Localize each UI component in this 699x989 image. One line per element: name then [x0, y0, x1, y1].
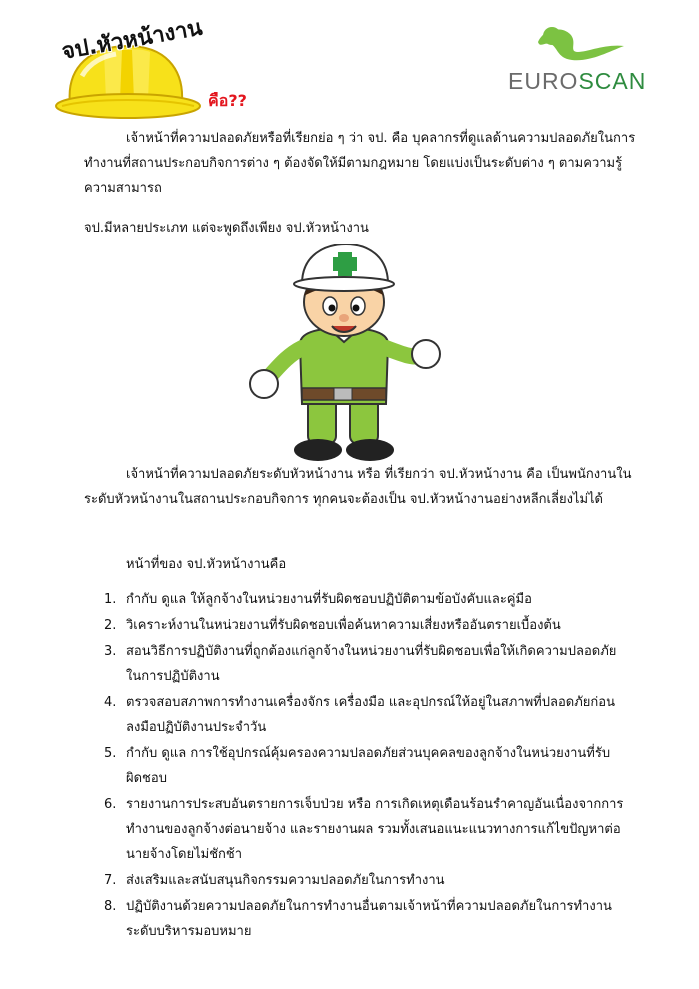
list-item-number: 6.: [104, 797, 117, 812]
list-item-number: 8.: [104, 899, 117, 914]
list-item: [84, 639, 624, 689]
logo-part-euro: EURO: [508, 68, 579, 94]
list-item-text: กำกับ ดูแล ให้ลูกจ้างในหน่วยงานที่รับผิดชอบปฏิบัติตามข้อบังคับและคู่มือ: [126, 592, 532, 607]
duties-list: [84, 587, 624, 945]
logo-part-scan: SCAN: [578, 68, 647, 94]
list-item-text: วิเคราะห์งานในหน่วยงานที่รับผิดชอบเพื่อค้นหาความเสี่ยงหรืออันตรายเบื้องต้น: [126, 618, 561, 633]
duties-heading: หน้าที่ของ จป.หัวหน้างานคือ: [126, 557, 287, 572]
list-item-text: รายงานการประสบอันตรายการเจ็บป่วย หรือ การเกิดเหตุเดือนร้อนรำคาญอันเนื่องจากการทำงานของลูกจ้างต่อนายจ้าง และรายงานผล รวมทั้งเสนอแนะแนวทางการแก้ไขปัญหาต่อนายจ้างโดยไม่ชักช้า: [126, 797, 624, 862]
list-item-number: 5.: [104, 746, 117, 761]
intro-paragraph: เจ้าหน้าที่ความปลอดภัยหรือที่เรียกย่อ ๆ ว่า จป. คือ บุคลากรที่ดูแลด้านความปลอดภัยในการทำงานที่สถานประกอบกิจการต่าง ๆ ต้องจัดให้มีตามกฎหมาย โดยแบ่งเป็นระดับต่าง ๆ ตามความรู้ความสามารถ: [84, 131, 636, 196]
helmet-logo: [52, 15, 205, 128]
helmet-title: จป.หัวหน้างาน: [60, 15, 205, 65]
list-item-text: ปฏิบัติงานด้วยความปลอดภัยในการทำงานอื่นตามเจ้าหน้าที่ความปลอดภัยในการทำงานระดับบริหารมอบหมาย: [126, 899, 612, 939]
list-item: [84, 792, 624, 867]
list-item-number: 2.: [104, 618, 117, 633]
intro-note: จป.มีหลายประเภท แต่จะพูดถึงเพียง จป.หัวหน้างาน: [84, 221, 369, 236]
list-item-text: กำกับ ดูแล การใช้อุปกรณ์คุ้มครองความปลอดภัยส่วนบุคคลของลูกจ้างในหน่วยงานที่รับผิดชอบ: [126, 746, 611, 786]
green-swoosh-icon: [508, 22, 668, 72]
list-item: [84, 613, 624, 638]
list-item-number: 7.: [104, 873, 117, 888]
list-item-number: 1.: [104, 592, 117, 607]
list-item-text: ตรวจสอบสภาพการทำงานเครื่องจักร เครื่องมือ และอุปกรณ์ให้อยู่ในสภาพที่ปลอดภัยก่อนลงมือปฏิบัติงานประจำวัน: [126, 695, 615, 735]
list-item: [84, 868, 624, 893]
definition-paragraph: เจ้าหน้าที่ความปลอดภัยระดับหัวหน้างาน หรือ ที่เรียกว่า จป.หัวหน้างาน คือ เป็นพนักงานในระดับหัวหน้างานในสถานประกอบกิจการ ทุกคนจะต้องเป็น จป.หัวหน้างานอย่างหลีกเลี่ยงไม่ได้: [84, 467, 632, 507]
list-item-text: ส่งเสริมและสนับสนุนกิจกรรมความปลอดภัยในการทำงาน: [126, 873, 445, 888]
list-item-text: สอนวิธีการปฏิบัติงานที่ถูกต้องแก่ลูกจ้างในหน่วยงานที่รับผิดชอบเพื่อให้เกิดความปลอดภัยในการปฏิบัติงาน: [126, 644, 617, 684]
question-title: คือ??: [208, 91, 247, 110]
list-item: [84, 690, 624, 740]
list-item: [84, 741, 624, 791]
list-item-number: 4.: [104, 695, 117, 710]
safety-worker-mascot: [246, 244, 446, 466]
euroscan-logo: [508, 22, 668, 102]
list-item: [84, 894, 624, 944]
list-item-number: 3.: [104, 644, 117, 659]
euroscan-wordmark: [508, 68, 646, 95]
list-item: [84, 587, 624, 612]
